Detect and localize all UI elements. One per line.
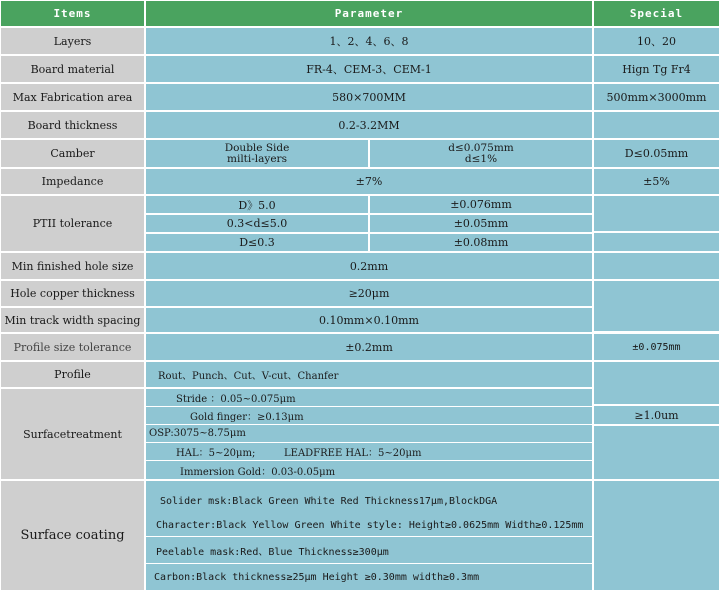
param-camber-right (370, 140, 592, 167)
surface-gold-finger: Gold finger：≥0.13μm (146, 407, 592, 424)
coating-peelable-mask: Peelable mask:Red、Blue Thickness≥300μm (146, 537, 592, 563)
surface-stride: Stride ：0.05~0.075μm (146, 389, 592, 406)
param-camber-left (146, 140, 368, 167)
pth-range-2: 0.3<d≤5.0 (146, 215, 368, 232)
surface-hal: HAL：5~20μm; LEADFREE HAL：5~20μm (146, 443, 592, 460)
item-layers: Layers (1, 28, 144, 54)
pth-range-3: D≤0.3 (146, 234, 368, 251)
item-thickness: Board thickness (1, 112, 144, 138)
camber-double-side: Double Side (224, 141, 290, 154)
camber-value-2: d≤1% (464, 152, 498, 165)
param-layers: 1、2、4、6、8 (146, 28, 592, 54)
param-min-track: 0.10mm×0.10mm (146, 308, 592, 332)
param-thickness: 0.2-3.2MM (146, 112, 592, 138)
header-special: Special (594, 1, 719, 26)
special-surface-treatment: ≥1.0um (594, 406, 719, 424)
special-layers: 10、20 (594, 28, 719, 54)
surface-immersion-gold: Immersion Gold：0.03-0.05μm (146, 461, 592, 479)
item-impedance: Impedance (1, 169, 144, 194)
pth-tol-1: ±0.076mm (370, 196, 592, 213)
special-pth-1 (594, 196, 719, 231)
special-hole-copper (594, 281, 719, 331)
item-hole-copper: Hole copper thickness (1, 281, 144, 306)
item-pth-tolerance: PTII tolerance (1, 196, 144, 251)
special-profile-tolerance: ±0.075mm (594, 334, 719, 360)
item-min-hole: Min finished hole size (1, 253, 144, 279)
item-profile-tolerance: Profile size tolerance (1, 334, 144, 360)
item-min-track: Min track width spacing (1, 308, 144, 332)
coating-carbon: Carbon:Black thickness≥25μm Height ≥0.30mm width≥0.3mm (146, 564, 592, 590)
header-parameter: Parameter (146, 1, 592, 26)
special-board-material: Hign Tg Fr4 (594, 56, 719, 82)
param-impedance: ±7% (146, 169, 592, 194)
special-profile (594, 362, 719, 404)
item-profile: Profile (1, 362, 144, 387)
param-hole-copper: ≥20μm (146, 281, 592, 306)
surface-osp: OSP:3075~8.75μm (146, 425, 592, 442)
special-pth-2 (594, 233, 719, 251)
coating-character: Character:Black Yellow Green White style: Height≥0.0625mm Width≥0.125mm (146, 506, 592, 536)
param-profile: Rout、Punch、Cut、V-cut、Chanfer (146, 362, 592, 387)
special-thickness (594, 112, 719, 138)
pth-range-1: D》5.0 (146, 196, 368, 213)
special-surface-coating (594, 481, 719, 590)
camber-value-1: d≤0.075mm (448, 141, 514, 154)
header-items: Items (1, 1, 144, 26)
param-min-hole: 0.2mm (146, 253, 592, 279)
special-max-area: 500mm×3000mm (594, 84, 719, 110)
item-max-area: Max Fabrication area (1, 84, 144, 110)
special-impedance: ±5% (594, 169, 719, 194)
item-surface-treatment: Surfacetreatment (1, 389, 144, 479)
param-board-material: FR-4、CEM-3、CEM-1 (146, 56, 592, 82)
param-max-area: 580×700MM (146, 84, 592, 110)
special-min-hole (594, 253, 719, 279)
item-surface-coating: Surface coating (1, 481, 144, 590)
item-camber: Camber (1, 140, 144, 167)
coating-solder-mask: Solider msk:Black Green White Red Thickness17μm,BlockDGA (146, 481, 592, 515)
special-camber: D≤0.05mm (594, 140, 719, 167)
camber-multi-layers: milti-layers (227, 152, 287, 165)
special-surface-treatment-blank (594, 426, 719, 479)
pth-tol-2: ±0.05mm (370, 215, 592, 232)
item-board-material: Board material (1, 56, 144, 82)
pth-tol-3: ±0.08mm (370, 234, 592, 251)
param-profile-tolerance: ±0.2mm (146, 334, 592, 360)
